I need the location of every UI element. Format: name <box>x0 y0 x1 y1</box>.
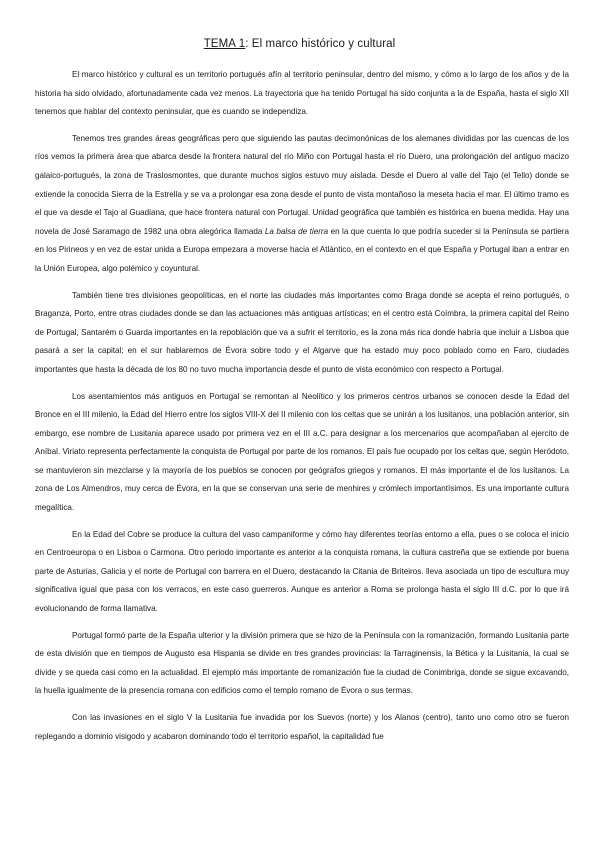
title-topic: TEMA 1 <box>203 38 246 50</box>
paragraph-text: en la que cuenta lo que podría suceder si la Península se partiera en los Pirineos y en vez de estar unida a Europa empezara a moverse hacia el Atlántico, en el contexto en el que España y Portugal iban a entrar en la Unión Europea, algo polémico y coyuntural. <box>35 226 569 273</box>
document-body <box>35 66 569 754</box>
paragraph: También tiene tres divisiones geopolíticas, en el norte las ciudades más importantes como Braga donde se acepta el reino portugués, o Braganza, Porto, entre otras ciudades donde se dan las actuaciones más antiguas artísticas; en el centro está Coímbra, la primera capital del Reino de Portugal, Santarém o Guarda importantes en la repoblación que va a sufrir el territorio, es la zona más rica donde habría que incluir a Lisboa que pasará a ser la capital; en el sur hablaremos de Évora sobre todo y el Algarve que ha estado muy poco poblado como en Faro, ciudades importantes que hasta la década de los 80 no tuvo mucha importancia desde el punto de vista económico con respecto a Portugal. <box>35 290 569 374</box>
paragraph: Portugal formó parte de la España ulterior y la división primera que se hizo de la Península con la romanización, formando Lusitania parte de esta división que en tiempos de Augusto esa Hispania se divide en tres grandes provincias: la Tarraginensis, la Bética y la Lusitania, la cual se divide y se queda casi como en la actualidad. El ejemplo más importante de romanización fue la ciudad de Conimbriga, donde se sigue excavando, la huella igualmente de la presencia romana con edificios como el templo romano de Évora o sus termas. <box>35 630 569 696</box>
paragraph: Con las invasiones en el siglo V la Lusitania fue invadida por los Suevos (norte) y los Alanos (centro), tanto uno como otro se fueron replegando a dominio visigodo y acabaron dominando todo el territorio español, la capitalidad fue <box>35 713 569 741</box>
paragraph-text: Tenemos tres grandes áreas geográficas pero que siguiendo las pautas decimonónicas de los alemanes divididas por las cuencas de los ríos vemos la primera área que abarca desde la frontera natural del río Miño con Portugal hasta el río Duero, una prolongación del antiguo macizo galaico-portugués, la zona de Traslosmontes, que durante muchos siglos estuvo muy aislada. Desde el Duero al valle del Tajo (el Tello) donde se extiende la conocida Sierra de la Estrella y se va a prolongar esa zona desde el punto de vista montañoso la meseta hacia el mar. El último tramo es el que va desde el Tajo al Guadiana, que hace frontera natural con Portugal. Unidad geográfica que también es histórica en buena medida. Hay una novela de José Saramago de 1982 una obra alegórica llamada <box>35 133 569 236</box>
paragraph: En la Edad del Cobre se produce la cultura del vaso campaniforme y cómo hay diferentes teorías entorno a ella, pues o se coloca el inicio en Centroeuropa o en Lisboa o Carmona. Otro periodo importante es anterior a la conquista romana, la cultura castreña que se extiende por buena parte de Asturias, Galicia y el norte de Portugal con barrera en el Duero, destacando la Citania de Briteiros. lleva asociada un tipo de escultura muy significativa igual que pasa con los verracos, en este caso guerreros. Aunque es anterior a Roma se prolonga hasta el siglo III d.C. por lo que irá evolucionando de forma llamativa. <box>35 529 569 614</box>
title-text: : El marco histórico y cultural <box>245 38 396 50</box>
paragraph: Los asentamientos más antiguos en Portugal se remontan al Neolítico y los primeros centros urbanos se conocen desde la Edad del Bronce en el III milenio, la Edad del Hierro entre los siglos VIII-X del II milenio con los celtas que se unirán a los lusitanos, una población anterior, sin embargo, ese nombre de Lusitania aparece usado por primera vez en el III a.C. para designar a los mercenarios que acompañaban al ejercito de Aníbal. Viriato representa perfectamente la conquista de Portugal por parte de los romanos. El país fue ocupado por los celtas que, según Heródoto, se mantuvieron sin mezclarse y la mayoría de los pueblos se conocen por geógrafos griegos y romanos. El más importante el de los lusitanos. La zona de Los Almendros, muy cerca de Évora, en la que se conservan una serie de menhires y crómlech importantísimos. Es una importante cultura megalítica. <box>35 391 569 513</box>
page-title <box>0 38 599 50</box>
book-title: La balsa de tierra <box>264 226 329 236</box>
paragraph <box>35 130 569 279</box>
paragraph: El marco histórico y cultural es un territorio portugués afín al territorio peninsular, dentro del mismo, y cómo a lo largo de los años y de la historia ha sido olvidado, afortunadamente cada vez menos. La trayectoria que ha tenido Portugal ha sido conjunta a la de España, hasta el siglo XII tenemos que hablar del contexto peninsular, que es cuando se independiza. <box>35 70 569 117</box>
